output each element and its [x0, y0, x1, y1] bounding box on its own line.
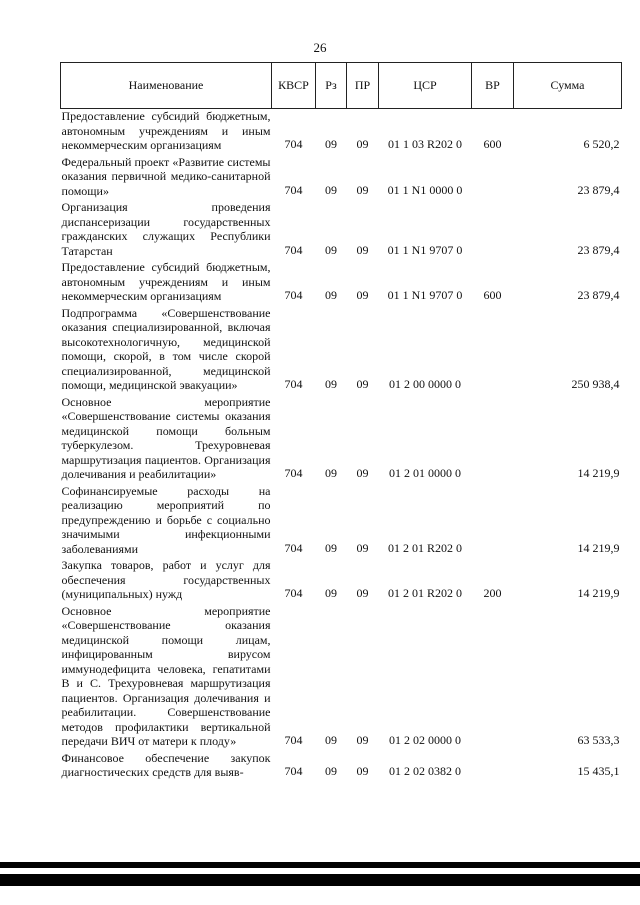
row-kvsr: 704 [284, 540, 303, 555]
header-kvsr: КВСР [272, 63, 316, 109]
row-name: Софинансируемые расходы на реализацию мероприятий по предупреждению и борьбе с социально значимыми инфекционными заболеваниями [61, 483, 271, 556]
row-name: Предоставление субсидий бюджетным, автономным учреждениям и иным некоммерческим организациям [61, 109, 271, 152]
row-sum: 14 219,9 [577, 540, 620, 555]
row-vr [472, 155, 514, 201]
row-kvsr: 704 [284, 377, 303, 391]
table-header-row [61, 63, 622, 109]
row-rz: 09 [325, 137, 337, 151]
row-pr: 09 [356, 764, 369, 778]
row-vr [472, 395, 514, 484]
row-vr [472, 306, 514, 395]
row-name: Федеральный проект «Развитие системы оказания первичной медико-санитарной помощи» [61, 154, 271, 198]
table-row [61, 395, 622, 484]
row-rz: 09 [325, 182, 337, 197]
row-vr: 600 [483, 137, 502, 151]
row-vr [472, 604, 514, 751]
row-name: Основное мероприятие «Совершенствование системы оказания медицинской помощи больным туберкулезом. Трехуровневая маршрутизация пациентов. Организация долечивания и реабилитации» [61, 394, 271, 481]
row-pr: 09 [356, 242, 369, 257]
row-kvsr: 704 [284, 288, 303, 302]
row-sum: 14 219,9 [577, 586, 620, 600]
row-name: Закупка товаров, работ и услуг для обеспечения государственных (муниципальных) нужд [61, 558, 271, 601]
table-row [61, 306, 622, 395]
scan-edge-band [0, 862, 640, 905]
row-name: Организация проведения диспансеризации государственных гражданских служащих Республики Татарстан [61, 200, 271, 258]
table-row [61, 155, 622, 201]
row-vr: 600 [483, 288, 502, 302]
row-kvsr: 704 [284, 466, 303, 480]
row-rz: 09 [325, 242, 337, 257]
row-vr [472, 200, 514, 260]
row-kvsr: 704 [284, 182, 303, 197]
row-kvsr: 704 [284, 733, 303, 747]
row-rz: 09 [325, 377, 337, 391]
header-sum: Сумма [514, 63, 622, 109]
row-vr: 200 [483, 586, 502, 600]
table-row [61, 260, 622, 306]
row-sum: 250 938,4 [571, 377, 620, 391]
budget-table [60, 62, 622, 782]
table-row [61, 604, 622, 751]
row-kvsr: 704 [284, 764, 303, 778]
row-kvsr: 704 [284, 586, 303, 600]
header-pr: ПР [347, 63, 379, 109]
table-row [61, 200, 622, 260]
row-rz: 09 [325, 764, 337, 778]
page-number: 26 [313, 40, 327, 55]
scan-edge-gap [0, 868, 640, 874]
row-csr: 01 2 00 0000 0 [389, 377, 461, 391]
row-pr: 09 [356, 733, 369, 747]
row-name: Основное мероприятие «Совершенствование оказания медицинской помощи лицам, инфицированным вирусом иммунодефицита человека, гепатитами В и С. Трехуровневая маршрутизация пациентов. Организация долечивания и реабилитации. Совершенствование методов профилактики вертикальной передачи ВИЧ от матери к плоду» [61, 603, 271, 748]
row-rz: 09 [325, 733, 337, 747]
row-sum: 63 533,3 [577, 733, 620, 747]
table-row [61, 484, 622, 559]
row-pr: 09 [356, 466, 369, 480]
row-csr: 01 1 03 R202 0 [387, 137, 462, 151]
row-sum: 15 435,1 [577, 764, 620, 778]
row-pr: 09 [356, 137, 369, 151]
scan-edge-tail [0, 886, 640, 905]
row-csr: 01 1 N1 9707 0 [387, 288, 463, 302]
row-pr: 09 [356, 586, 369, 600]
row-sum: 23 879,4 [577, 182, 620, 197]
row-name: Предоставление субсидий бюджетным, автономным учреждениям и иным некоммерческим организациям [61, 260, 271, 303]
row-name: Подпрограмма «Совершенствование оказания специализированной, включая высокотехнологичную, медицинской помощи, скорой, в том числе скорой специализированной, медицинской помощи, медицинской эвакуации» [61, 305, 271, 392]
row-kvsr: 704 [284, 137, 303, 151]
row-vr [472, 484, 514, 559]
header-rz: Рз [316, 63, 347, 109]
row-csr: 01 2 02 0000 0 [389, 733, 461, 747]
row-pr: 09 [356, 288, 369, 302]
table-row [61, 558, 622, 604]
table-row [61, 109, 622, 155]
row-csr: 01 2 02 0382 0 [389, 764, 461, 778]
row-pr: 09 [356, 377, 369, 391]
header-csr: ЦСР [379, 63, 472, 109]
row-rz: 09 [325, 586, 337, 600]
row-sum: 14 219,9 [577, 466, 620, 480]
row-kvsr: 704 [284, 242, 303, 257]
row-vr [472, 751, 514, 782]
row-sum: 23 879,4 [577, 288, 620, 302]
row-csr: 01 1 N1 0000 0 [387, 182, 463, 197]
table-row [61, 751, 622, 782]
row-sum: 6 520,2 [583, 137, 620, 151]
row-sum: 23 879,4 [577, 242, 620, 257]
row-csr: 01 2 01 0000 0 [389, 466, 461, 480]
row-csr: 01 1 N1 9707 0 [387, 242, 463, 257]
row-rz: 09 [325, 466, 337, 480]
row-pr: 09 [356, 182, 369, 197]
row-rz: 09 [325, 540, 337, 555]
row-pr: 09 [356, 540, 369, 555]
row-csr: 01 2 01 R202 0 [387, 586, 462, 600]
row-name: Финансовое обеспечение закупок диагностических средств для выяв- [61, 750, 271, 779]
header-name: Наименование [61, 63, 272, 109]
header-vr: ВР [472, 63, 514, 109]
row-csr: 01 2 01 R202 0 [387, 540, 462, 555]
row-rz: 09 [325, 288, 337, 302]
